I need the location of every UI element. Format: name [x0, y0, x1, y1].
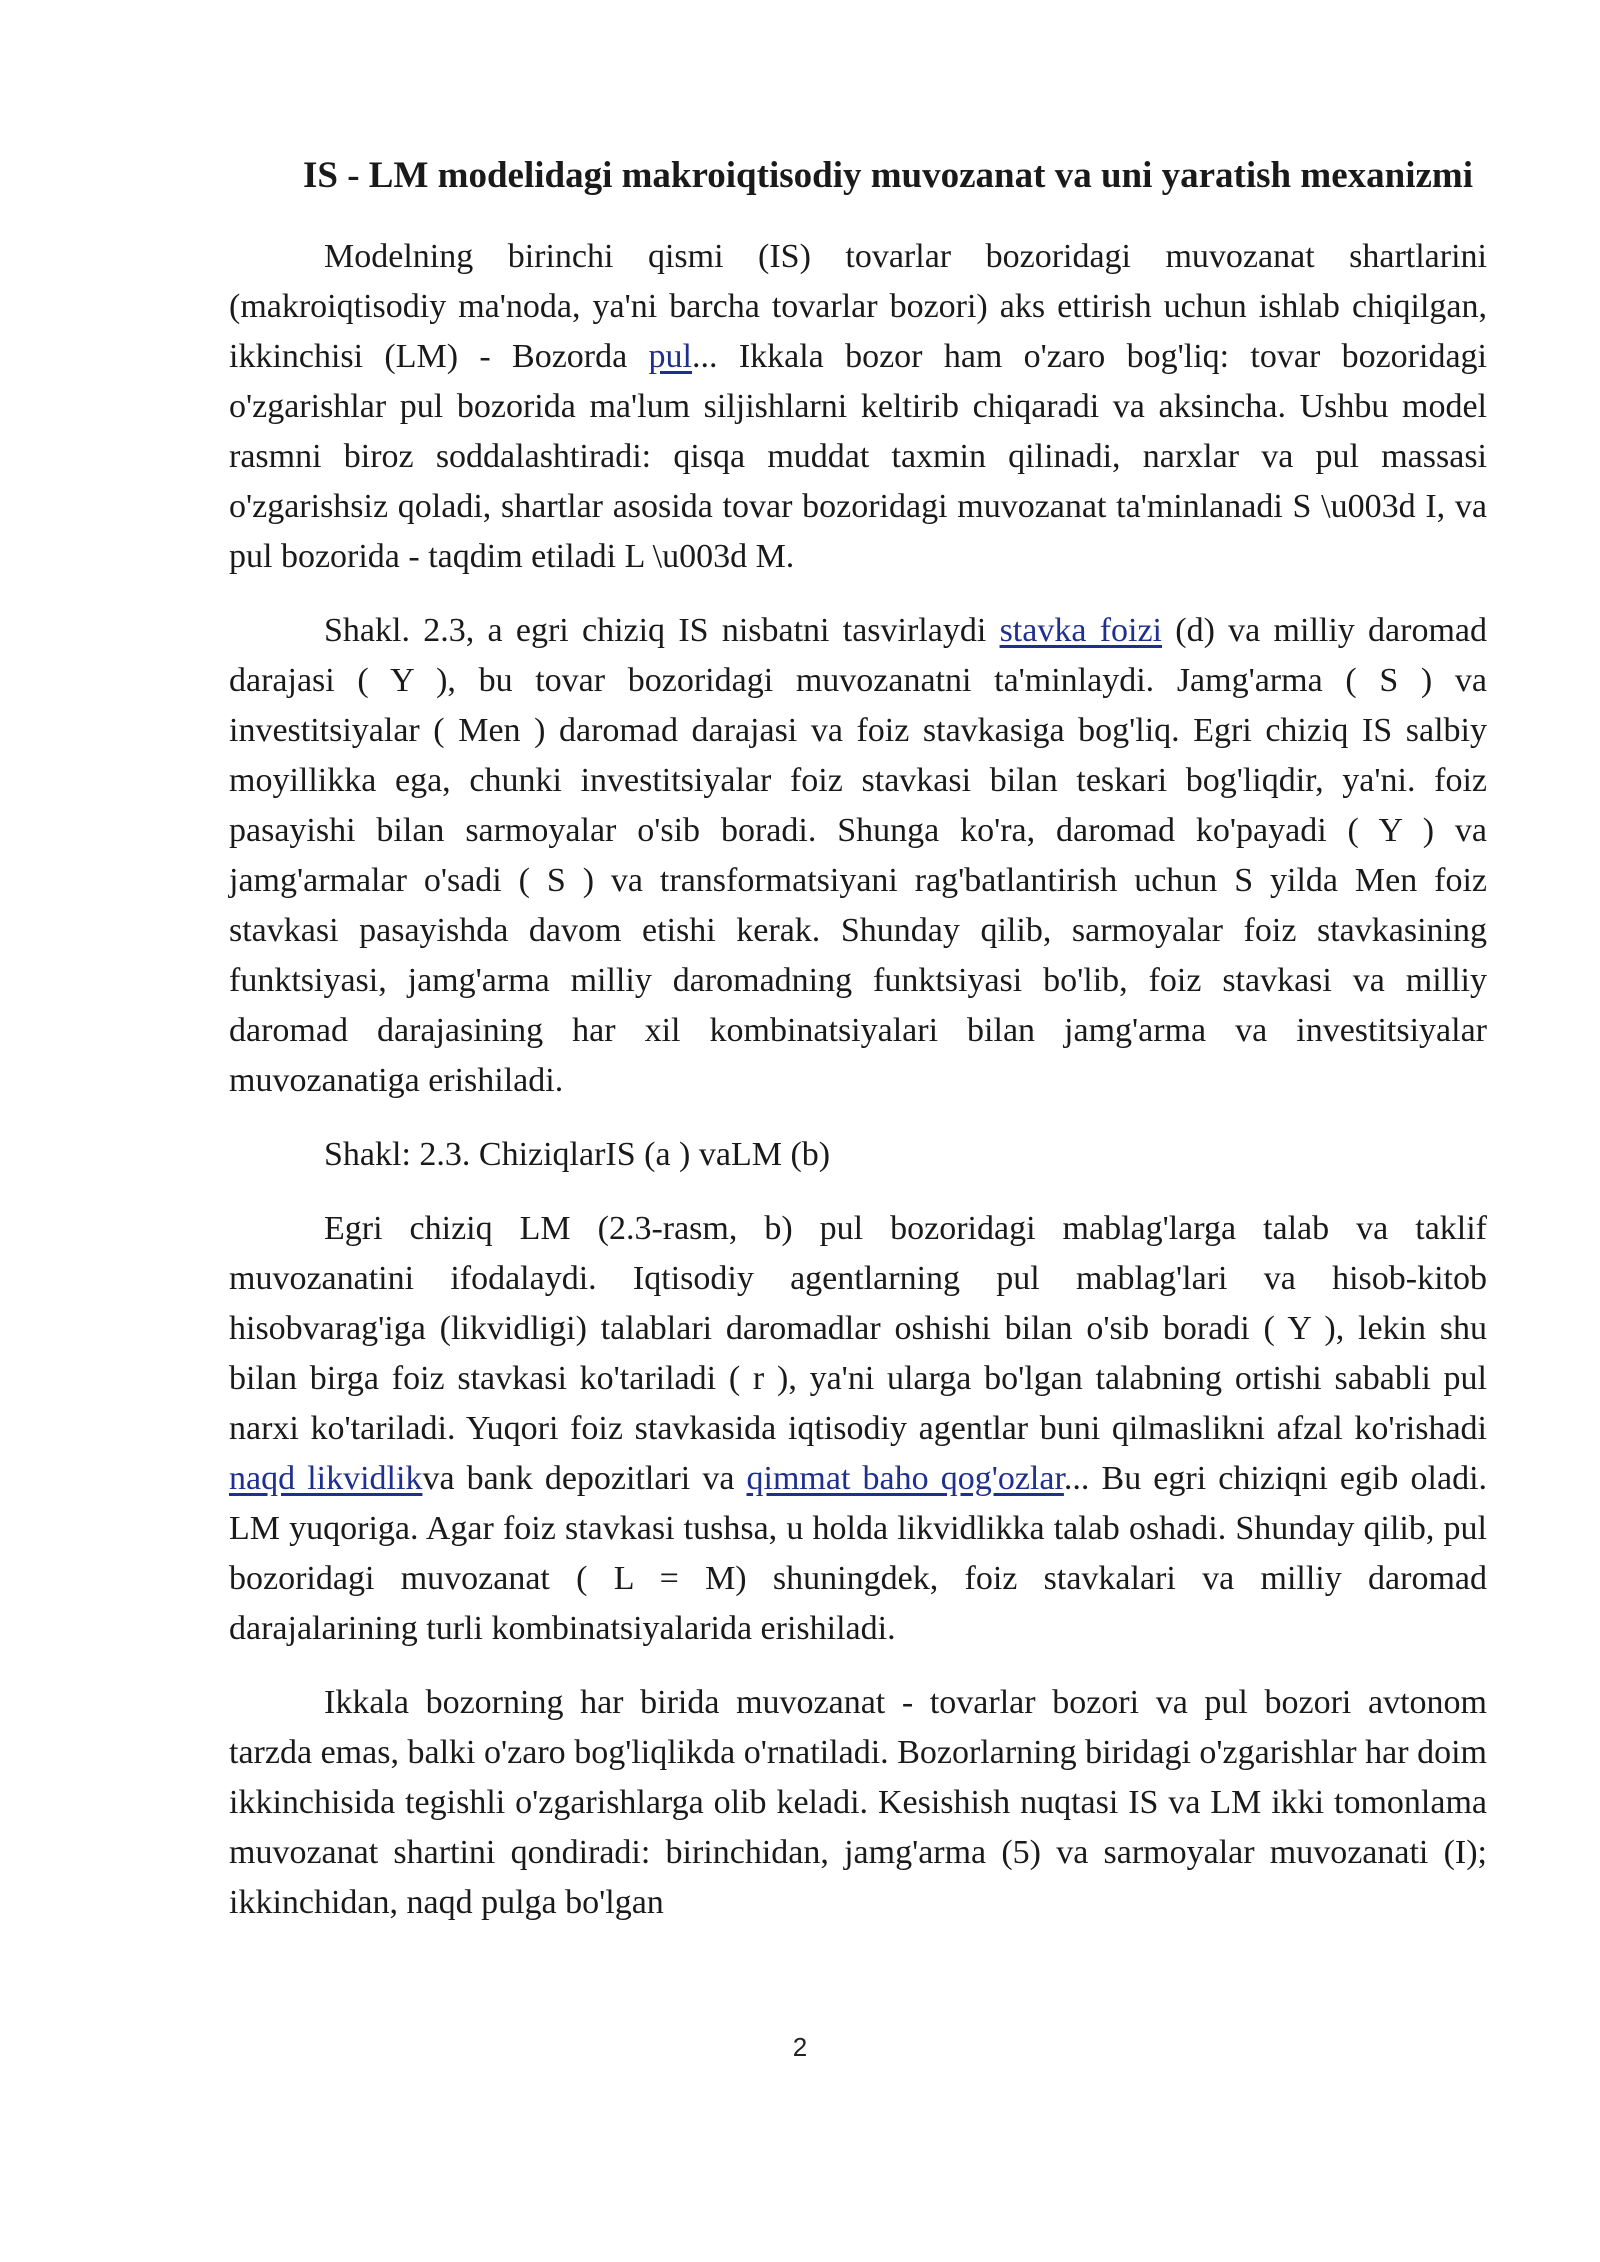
paragraph-text: Shakl: 2.3. ChiziqlarIS (a ) vaLM (b): [324, 1136, 831, 1173]
figure-caption: [229, 1130, 1487, 1180]
document-title: IS - LM modelidagi makroiqtisodiy muvozanat va uni yaratish mexanizmi: [302, 155, 1474, 196]
hyperlink[interactable]: qimmat baho qog'ozlar: [746, 1460, 1064, 1497]
paragraph-text: Shakl. 2.3, a egri chiziq IS nisbatni tasvirlaydi: [324, 612, 1000, 649]
paragraph-text: ... Ikkala bozor ham o'zaro bog'liq: tovar bozoridagi o'zgarishlar pul bozorida ma'lum siljishlarni keltirib chiqaradi va aksincha. Ushbu model rasmni biroz soddalashtiradi: qisqa muddat taxmin qilinadi, narxlar va pul massasi o'zgarishsiz qoladi, shartlar asosida tovar bozoridagi muvozanat ta'minlanadi S \u003d I, va pul bozorida - taqdim etiladi L \u003d M.: [229, 338, 1487, 575]
paragraph-text: Modelning birinchi qismi (IS) tovarlar bozoridagi muvozanat shartlarini (makroiqtisodiy ma'noda, ya'ni barcha tovarlar bozori) aks ettirish uchun ishlab chiqilgan, ikkinchisi (LM) - Bozorda: [229, 238, 1487, 375]
paragraph-text: va bank depozitlari va: [422, 1460, 747, 1497]
paragraph-text: Egri chiziq LM (2.3-rasm, b) pul bozoridagi mablag'larga talab va taklif muvozanatini ifodalaydi. Iqtisodiy agentlarning pul mablag'lari va hisob-kitob hisobvarag'iga (likvidligi) talablari daromadlar oshishi bilan o'sib boradi ( Y ), lekin shu bilan birga foiz stavkasi ko'tariladi ( r ), ya'ni ularga bo'lgan talabning ortishi sababli pul narxi ko'tariladi. Yuqori foiz stavkasida iqtisodiy agentlar buni qilmaslikni afzal ko'rishadi: [229, 1210, 1487, 1447]
document-page: [229, 150, 1487, 1952]
paragraph: [229, 232, 1487, 582]
paragraph-text: ... Bu egri chiziqni egib oladi. LM yuqoriga. Agar foiz stavkasi tushsa, u holda likvidlikka talab oshadi. Shunday qilib, pul bozoridagi muvozanat ( L = M) shuningdek, foiz stavkalari va milliy daromad darajalarining turli kombinatsiyalarida erishiladi.: [229, 1460, 1488, 1647]
paragraph-text: (d) va milliy daromad darajasi ( Y ), bu tovar bozoridagi muvozanatni ta'minlaydi. Jamg'arma ( S ) va investitsiyalar ( Men ) daromad darajasi va foiz stavkasiga bog'liq. Egri chiziq IS salbiy moyillikka ega, chunki investitsiyalar foiz stavkasi bilan teskari bog'liqdir, ya'ni. foiz pasayishi bilan sarmoyalar o'sib boradi. Shunga ko'ra, daromad ko'payadi ( Y ) va jamg'armalar o'sadi ( S ) va transformatsiyani rag'batlantirish uchun S yilda Men foiz stavkasi pasayishda davom etishi kerak. Shunday qilib, sarmoyalar foiz stavkasining funktsiyasi, jamg'arma milliy daromadning funktsiyasi bo'lib, foiz stavkasi va milliy daromad darajasining har xil kombinatsiyalari bilan jamg'arma va investitsiyalar muvozanatiga erishiladi.: [229, 612, 1487, 1099]
hyperlink[interactable]: stavka foizi: [999, 612, 1162, 649]
paragraph: [229, 1204, 1487, 1654]
document-body: [229, 232, 1487, 1928]
paragraph: [229, 1678, 1487, 1928]
hyperlink[interactable]: pul: [648, 338, 692, 375]
paragraph: [229, 606, 1487, 1106]
paragraph-text: Ikkala bozorning har birida muvozanat - tovarlar bozori va pul bozori avtonom tarzda emas, balki o'zaro bog'liqlikda o'rnatiladi. Bozorlarning biridagi o'zgarishlar har doim ikkinchisida tegishli o'zgarishlarga olib keladi. Kesishish nuqtasi IS va LM ikki tomonlama muvozanat shartini qondiradi: birinchidan, jamg'arma (5) va sarmoyalar muvozanati (I); ikkinchidan, naqd pulga bo'lgan: [229, 1684, 1487, 1921]
hyperlink[interactable]: naqd likvidlik: [229, 1460, 423, 1497]
page-number: 2: [792, 2032, 808, 2062]
